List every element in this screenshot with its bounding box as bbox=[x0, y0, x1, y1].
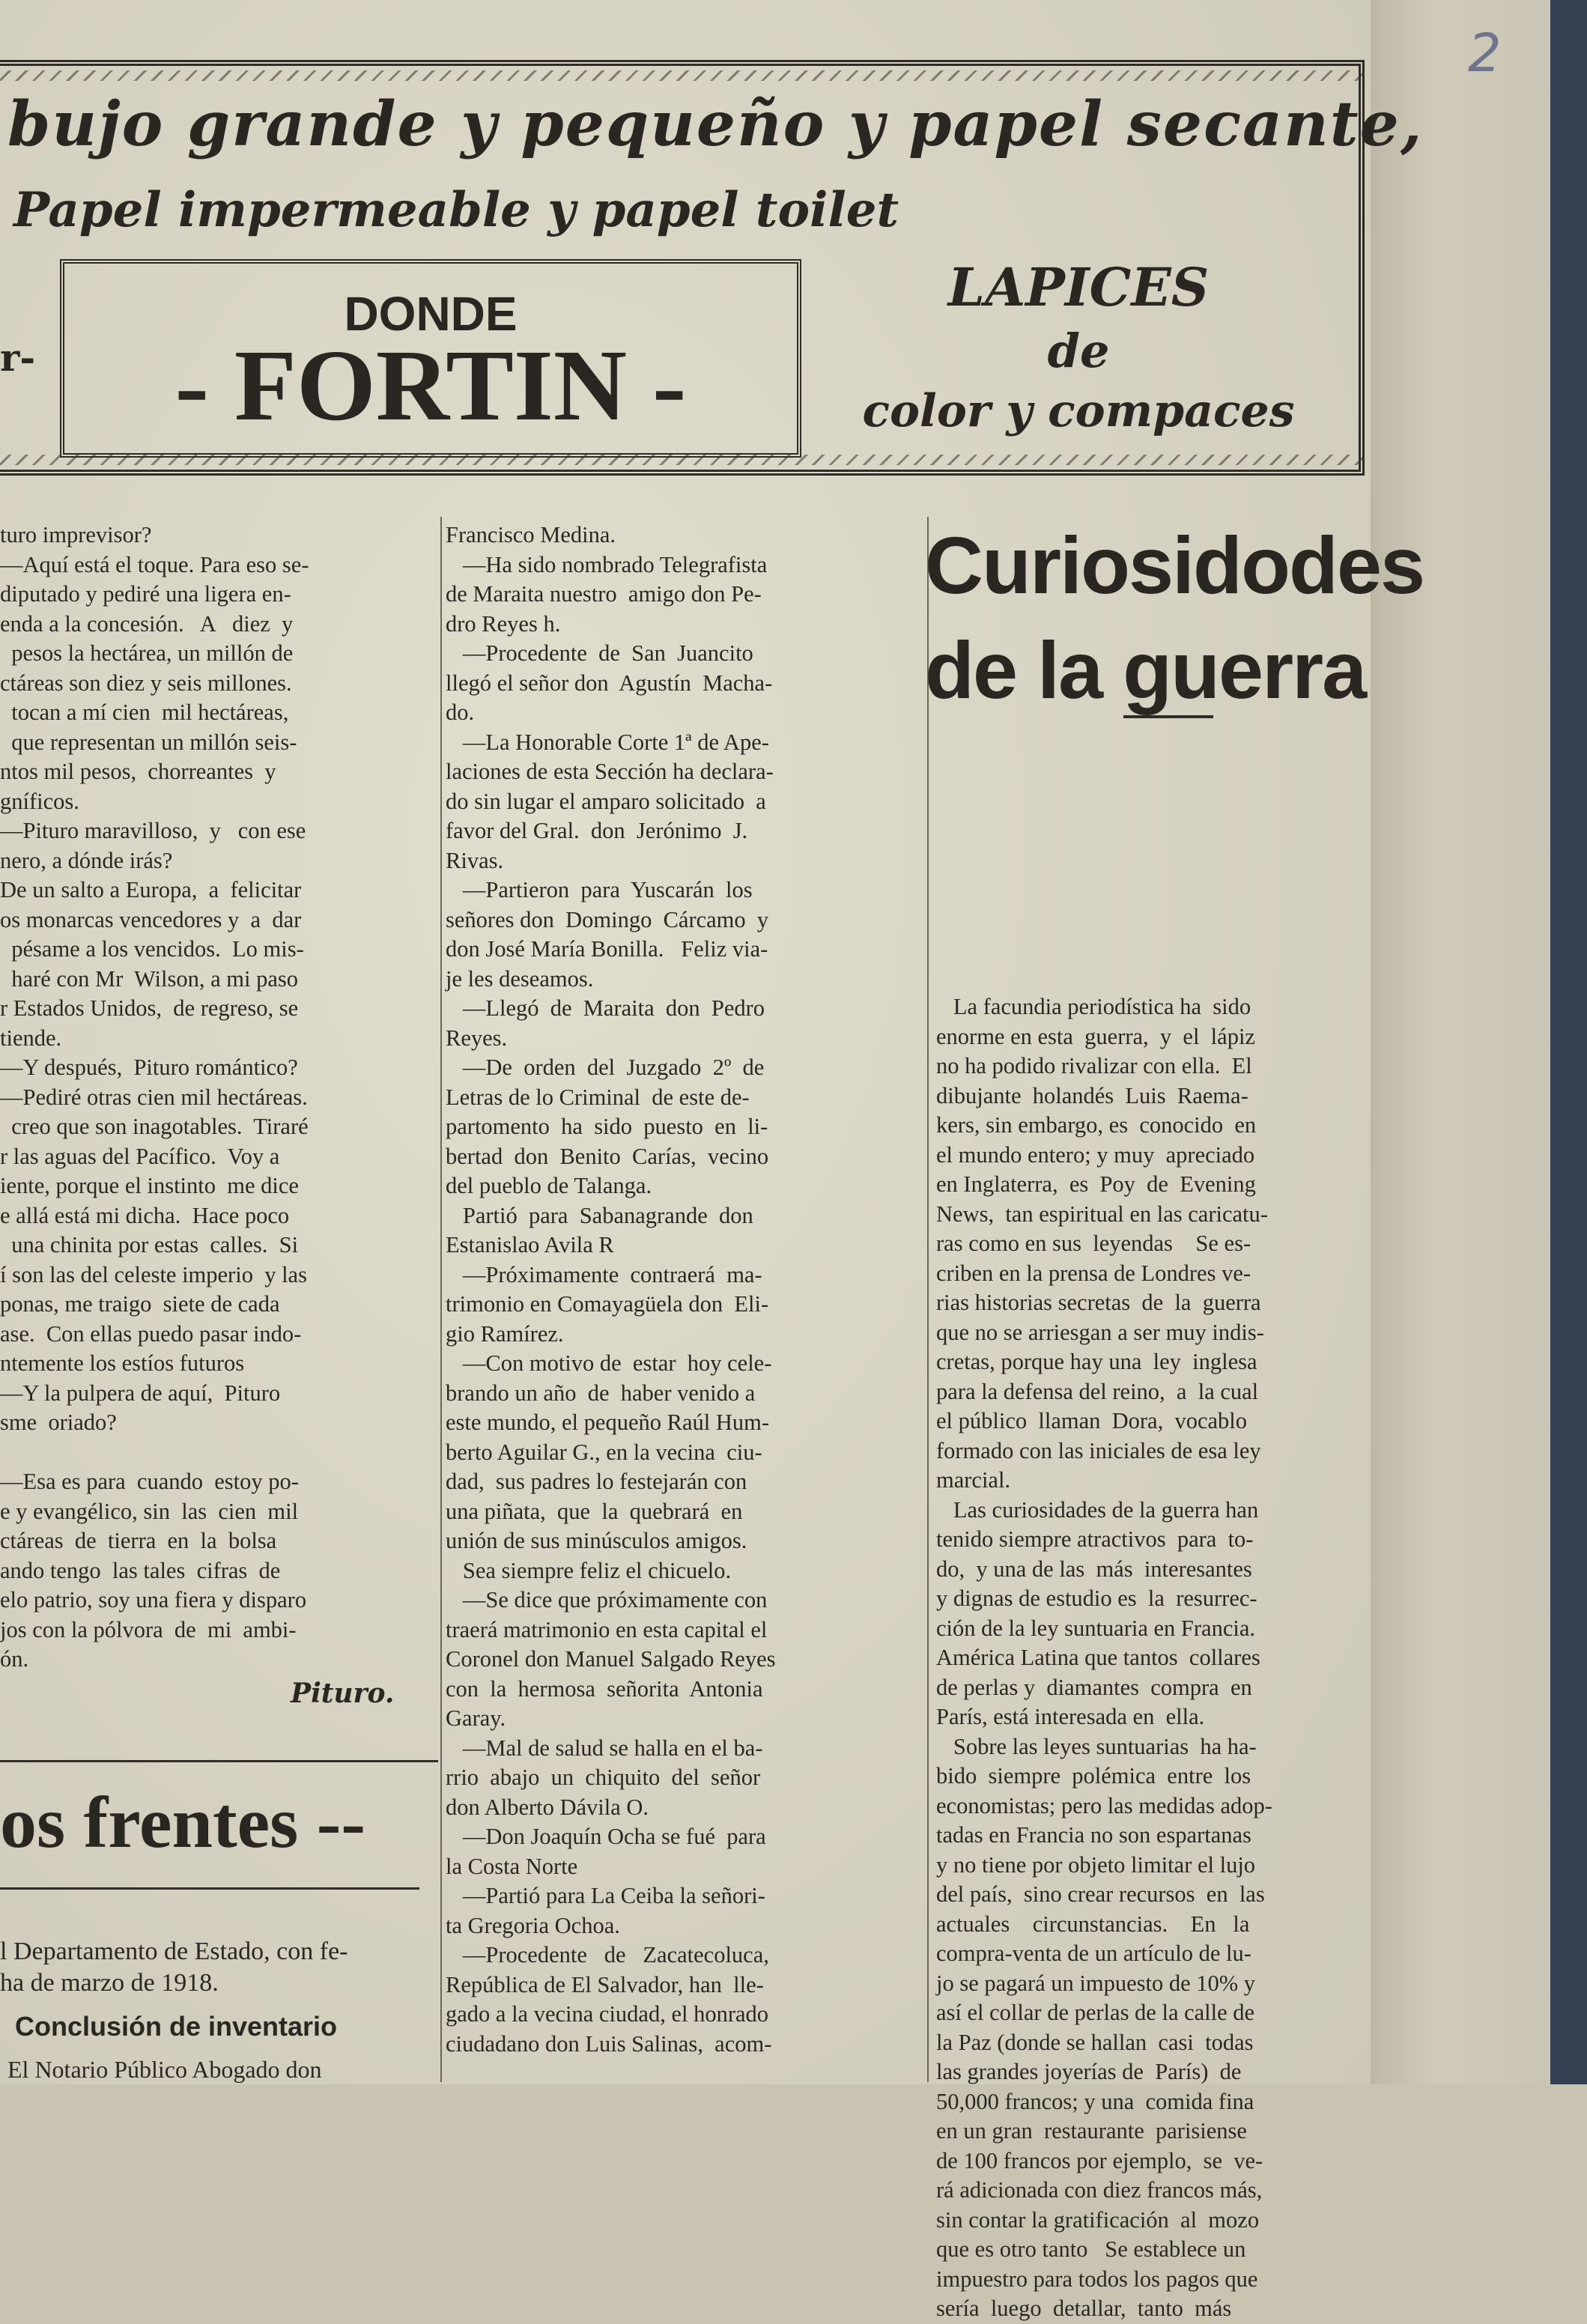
column-divider-2 bbox=[927, 517, 929, 2082]
column-3-text: La facundia periodística ha sido enorme en esta guerra, y el lápiz no ha podido rivalizar con ella. El dibujante holandés Luis Raema- kers, sin embargo, es conocido en el mundo entero; y muy apreciado en Inglaterra, es Poy de Evening News, tan espiritual en las caricatu- ras como en sus leyendas Se es- criben en la prensa de Londres ve- rias historias secretas de la guerra que no se arriesgan a ser muy indis- cretas, porque hay una ley inglesa para la defensa del reino, a la cual el público llaman Dora, vocablo formado con las iniciales de esa ley marcial. Las curiosidades de la guerra han tenido siempre atractivos para to- do, y una de las más interesantes y dignas de estudio es la resurrec- ción de la ley suntuaria en Francia. América Latina que tantos collares de perlas y diamantes compra en París, está interesada en ella. Sobre las leyes suntuarias ha ha- bido siempre polémica entre los economistas; pero las medidas adop- tadas en Francia no son espartanas y no tiene por objeto limitar el lujo del país, sino crear recursos en las actuales circunstancias. En la compra-venta de un artículo de lu- jo se pagará un impuesto de 10% y así el collar de perlas de la calle de la Paz (donde se hallan casi todas las grandes joyerías de París) de 50,000 francos; y una comida fina en un gran restaurante parisiense de 100 francos por ejemplo, se ve- rá adicionada con diez francos más, sin contar la gratificación al mozo que es otro tanto Se establece un impuestro para todos los pagos que sería luego detallar, tanto más bbox=[936, 994, 1272, 2321]
signature: Pituro. bbox=[291, 1678, 395, 1709]
ad-fortin: - FORTIN - bbox=[175, 330, 687, 442]
ad-lapices: LAPICES bbox=[947, 256, 1210, 318]
advertisement-box bbox=[0, 60, 1424, 476]
binding-strip bbox=[1550, 0, 1587, 2084]
headline bbox=[925, 513, 1424, 723]
frentes-heading: os frentes -- bbox=[0, 1783, 366, 1863]
ad-lapices-block bbox=[824, 253, 1333, 440]
headline-rule bbox=[1123, 715, 1213, 718]
notario-text: El Notario Público Abogado don bbox=[7, 2056, 322, 2083]
frentes-depto-text: l Departamento de Estado, con fe- ha de marzo de 1918. bbox=[0, 1938, 348, 1997]
ad-color-compaces: color y compaces bbox=[862, 384, 1295, 437]
column-divider-1 bbox=[440, 517, 442, 2082]
ad-line-1: bujo grande y pequeño y papel secante, bbox=[7, 88, 1424, 160]
column-1-text: turo imprevisor? —Aquí está el toque. Para eso se- diputado y pediré una ligera en- enda a la concesión. A diez y pesos la hectárea, un millón de ctáreas son diez y seis millones. tocan a mí cien mil hectáreas, que representan un millón seis- ntos mil pesos, chorreantes y gníficos. —Pituro maravilloso, y con ese nero, a dónde irás? De un salto a Europa, a felicitar os monarcas vencedores y a dar pésame a los vencidos. Lo mis- haré con Mr Wilson, a mi paso r Estados Unidos, de regreso, se tiende. —Y después, Pituro romántico? —Pediré otras cien mil hectáreas. creo que son inagotables. Tiraré r las aguas del Pacífico. Voy a iente, porque el instinto me dice e allá está mi dicha. Hace poco una chinita por estas calles. Si í son las del celeste imperio y las ponas, me traigo siete de cada ase. Con ellas puedo pasar indo- ntemente los estíos futuros —Y la pulpera de aquí, Pituro sme oriado? —Esa es para cuando estoy po- e y evangélico, sin las cien mil ctáreas de tierra en la bolsa ando tengo las tales cifras de elo patrio, soy una fiera y disparo jos con la pólvora de mi ambi- ón. bbox=[0, 522, 309, 1672]
ad-left-fragment: r- bbox=[0, 336, 36, 380]
ad-de: de bbox=[1047, 324, 1110, 378]
ad-inner-box bbox=[60, 259, 801, 458]
column-2-text: Francisco Medina. —Ha sido nombrado Telegrafista de Maraita nuestro amigo don Pe- dro Reyes h. —Procedente de San Juancito llegó el señor don Agustín Macha- do. —La Honorable Corte 1ª de Ape- laciones de esta Sección ha declara- do sin lugar el amparo solicitado a favor del Gral. don Jerónimo J. Rivas. —Partieron para Yuscarán los señores don Domingo Cárcamo y don José María Bonilla. Feliz via- je les deseamos. —Llegó de Maraita don Pedro Reyes. —De orden del Juzgado 2º de Letras de lo Criminal de este de- partomento ha sido puesto en li- bertad don Benito Carías, vecino del pueblo de Talanga. Partió para Sabanagrande don Estanislao Avila R —Próximamente contraerá ma- trimonio en Comayagüela don Eli- gio Ramírez. —Con motivo de estar hoy cele- brando un año de haber venido a este mundo, el pequeño Raúl Hum- berto Aguilar G., en la vecina ciu- dad, sus padres lo festejarán con una piñata, que la quebrará en unión de sus minúsculos amigos. Sea siempre feliz el chicuelo. —Se dice que próximamente con traerá matrimonio en esta capital el Coronel don Manuel Salgado Reyes con la hermosa señorita Antonia Garay. —Mal de salud se halla en el ba- rrio abajo un chiquito del señor don Alberto Dávila O. —Don Joaquín Ocha se fué para la Costa Norte —Partió para La Ceiba la señori- ta Gregoria Ochoa. —Procedente de Zacatecoluca, República de El Salvador, han lle- gado a la vecina ciudad, el honrado ciudadano don Luis Salinas, acom- bbox=[446, 522, 776, 2057]
ad-line-2: Papel impermeable y papel toilet bbox=[13, 182, 899, 238]
ad-donde: DONDE bbox=[344, 287, 518, 341]
conclusion-heading: Conclusión de inventario bbox=[15, 2011, 338, 2042]
headline-line-1: Curiosidodes bbox=[925, 520, 1424, 610]
column-1-rule bbox=[0, 1760, 438, 1762]
headline-line-2: de la guerra bbox=[925, 625, 1366, 715]
ad-top-border bbox=[0, 70, 1365, 81]
frentes-rule bbox=[0, 1887, 419, 1890]
page-number: 2 bbox=[1468, 22, 1502, 84]
